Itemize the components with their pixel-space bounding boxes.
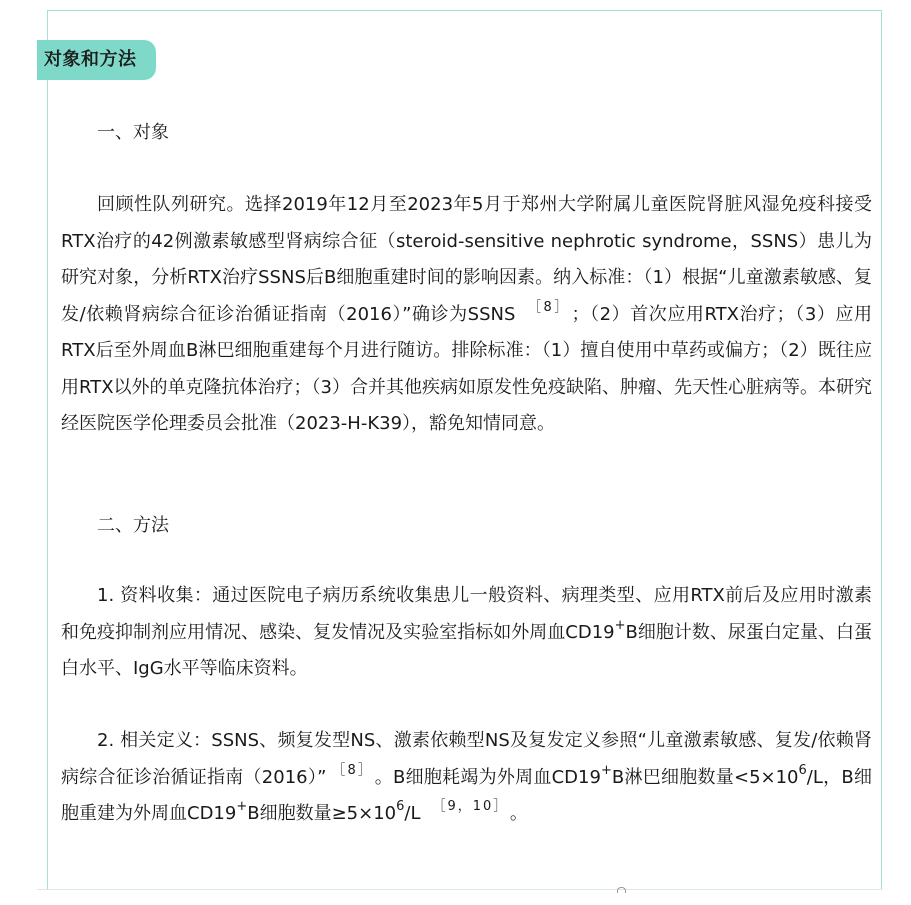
definitions-text-g: 。 [509,803,528,824]
data-collection-text-a: 1. 资料收集：通过医院电子病历系统收集患儿一般资料、病理类型、应用RTX前后及应用时激素和免疫抑制剂应用情况、感染、复发情况及实验室指标如外周血CD19 [61,585,872,643]
paragraph-subjects [61,187,872,443]
section-title-tag: 对象和方法 [37,40,156,80]
superscript-plus: + [600,762,612,778]
paragraph-subjects-text-a: 回顾性队列研究。选择2019年12月至2023年5月于郑州大学附属儿童医院肾脏风湿免疫科接受RTX治疗的42例激素敏感型肾病综合征（steroid-sensitive nephrotic syndrome，SSNS）患儿为研究对象，分析RTX治疗SSNS后B细胞重建时间的影响因素。纳入标准：（1）根据“儿童激素敏感、复发/依赖肾病综合征诊治循证指南（2016）”确诊为SSNS [61,194,872,325]
data-collection-text-b: B细胞计数、尿蛋白定量、白蛋白水平、IgG水平等临床资料。 [61,621,872,679]
definitions-text-e: B细胞数量≥5×10 [247,803,397,824]
superscript-exponent: 6 [396,799,405,814]
paragraph-subjects-text-b: ；（2）首次应用RTX治疗；（3）应用RTX后至外周血B淋巴细胞重建每个月进行随访。排除标准：（1）擅自使用中草药或偏方；（2）既往应用RTX以外的单克隆抗体治疗；（3）合并其他疾病如原发性免疫缺陷、肿瘤、先天性心脏病等。本研究经医院医学伦理委员会批准（2023-H-K39），豁免知情同意。 [61,303,872,434]
superscript-plus: + [236,799,248,814]
paragraph-definitions [61,723,872,833]
citation-ref-8[interactable]: ［8］ [338,762,367,778]
definitions-text-c: B淋巴细胞数量<5×10 [611,766,799,788]
definitions-text-f: /L [404,803,421,824]
panel-bottom-divider [37,889,882,890]
heading-subjects: 一、对象 [97,122,169,143]
superscript-plus: + [614,617,626,633]
page-number-mark [617,887,626,893]
paragraph-data-collection [61,578,872,688]
definitions-text-b: 。B细胞耗竭为外周血CD19 [374,766,601,788]
heading-methods: 二、方法 [97,515,169,536]
definitions-text-a: 2. 相关定义：SSNS、频复发型NS、激素依赖型NS及复发定义参照“儿童激素敏感、复发/依赖肾病综合征诊治循证指南（2016）” [61,730,872,788]
citation-ref-8[interactable]: ［8］ [527,299,564,315]
superscript-exponent: 6 [798,762,807,778]
definitions-text-d: /L，B细胞重建为外周血CD19 [61,766,872,824]
citation-ref-9-10[interactable]: ［9，10］ [432,799,502,814]
